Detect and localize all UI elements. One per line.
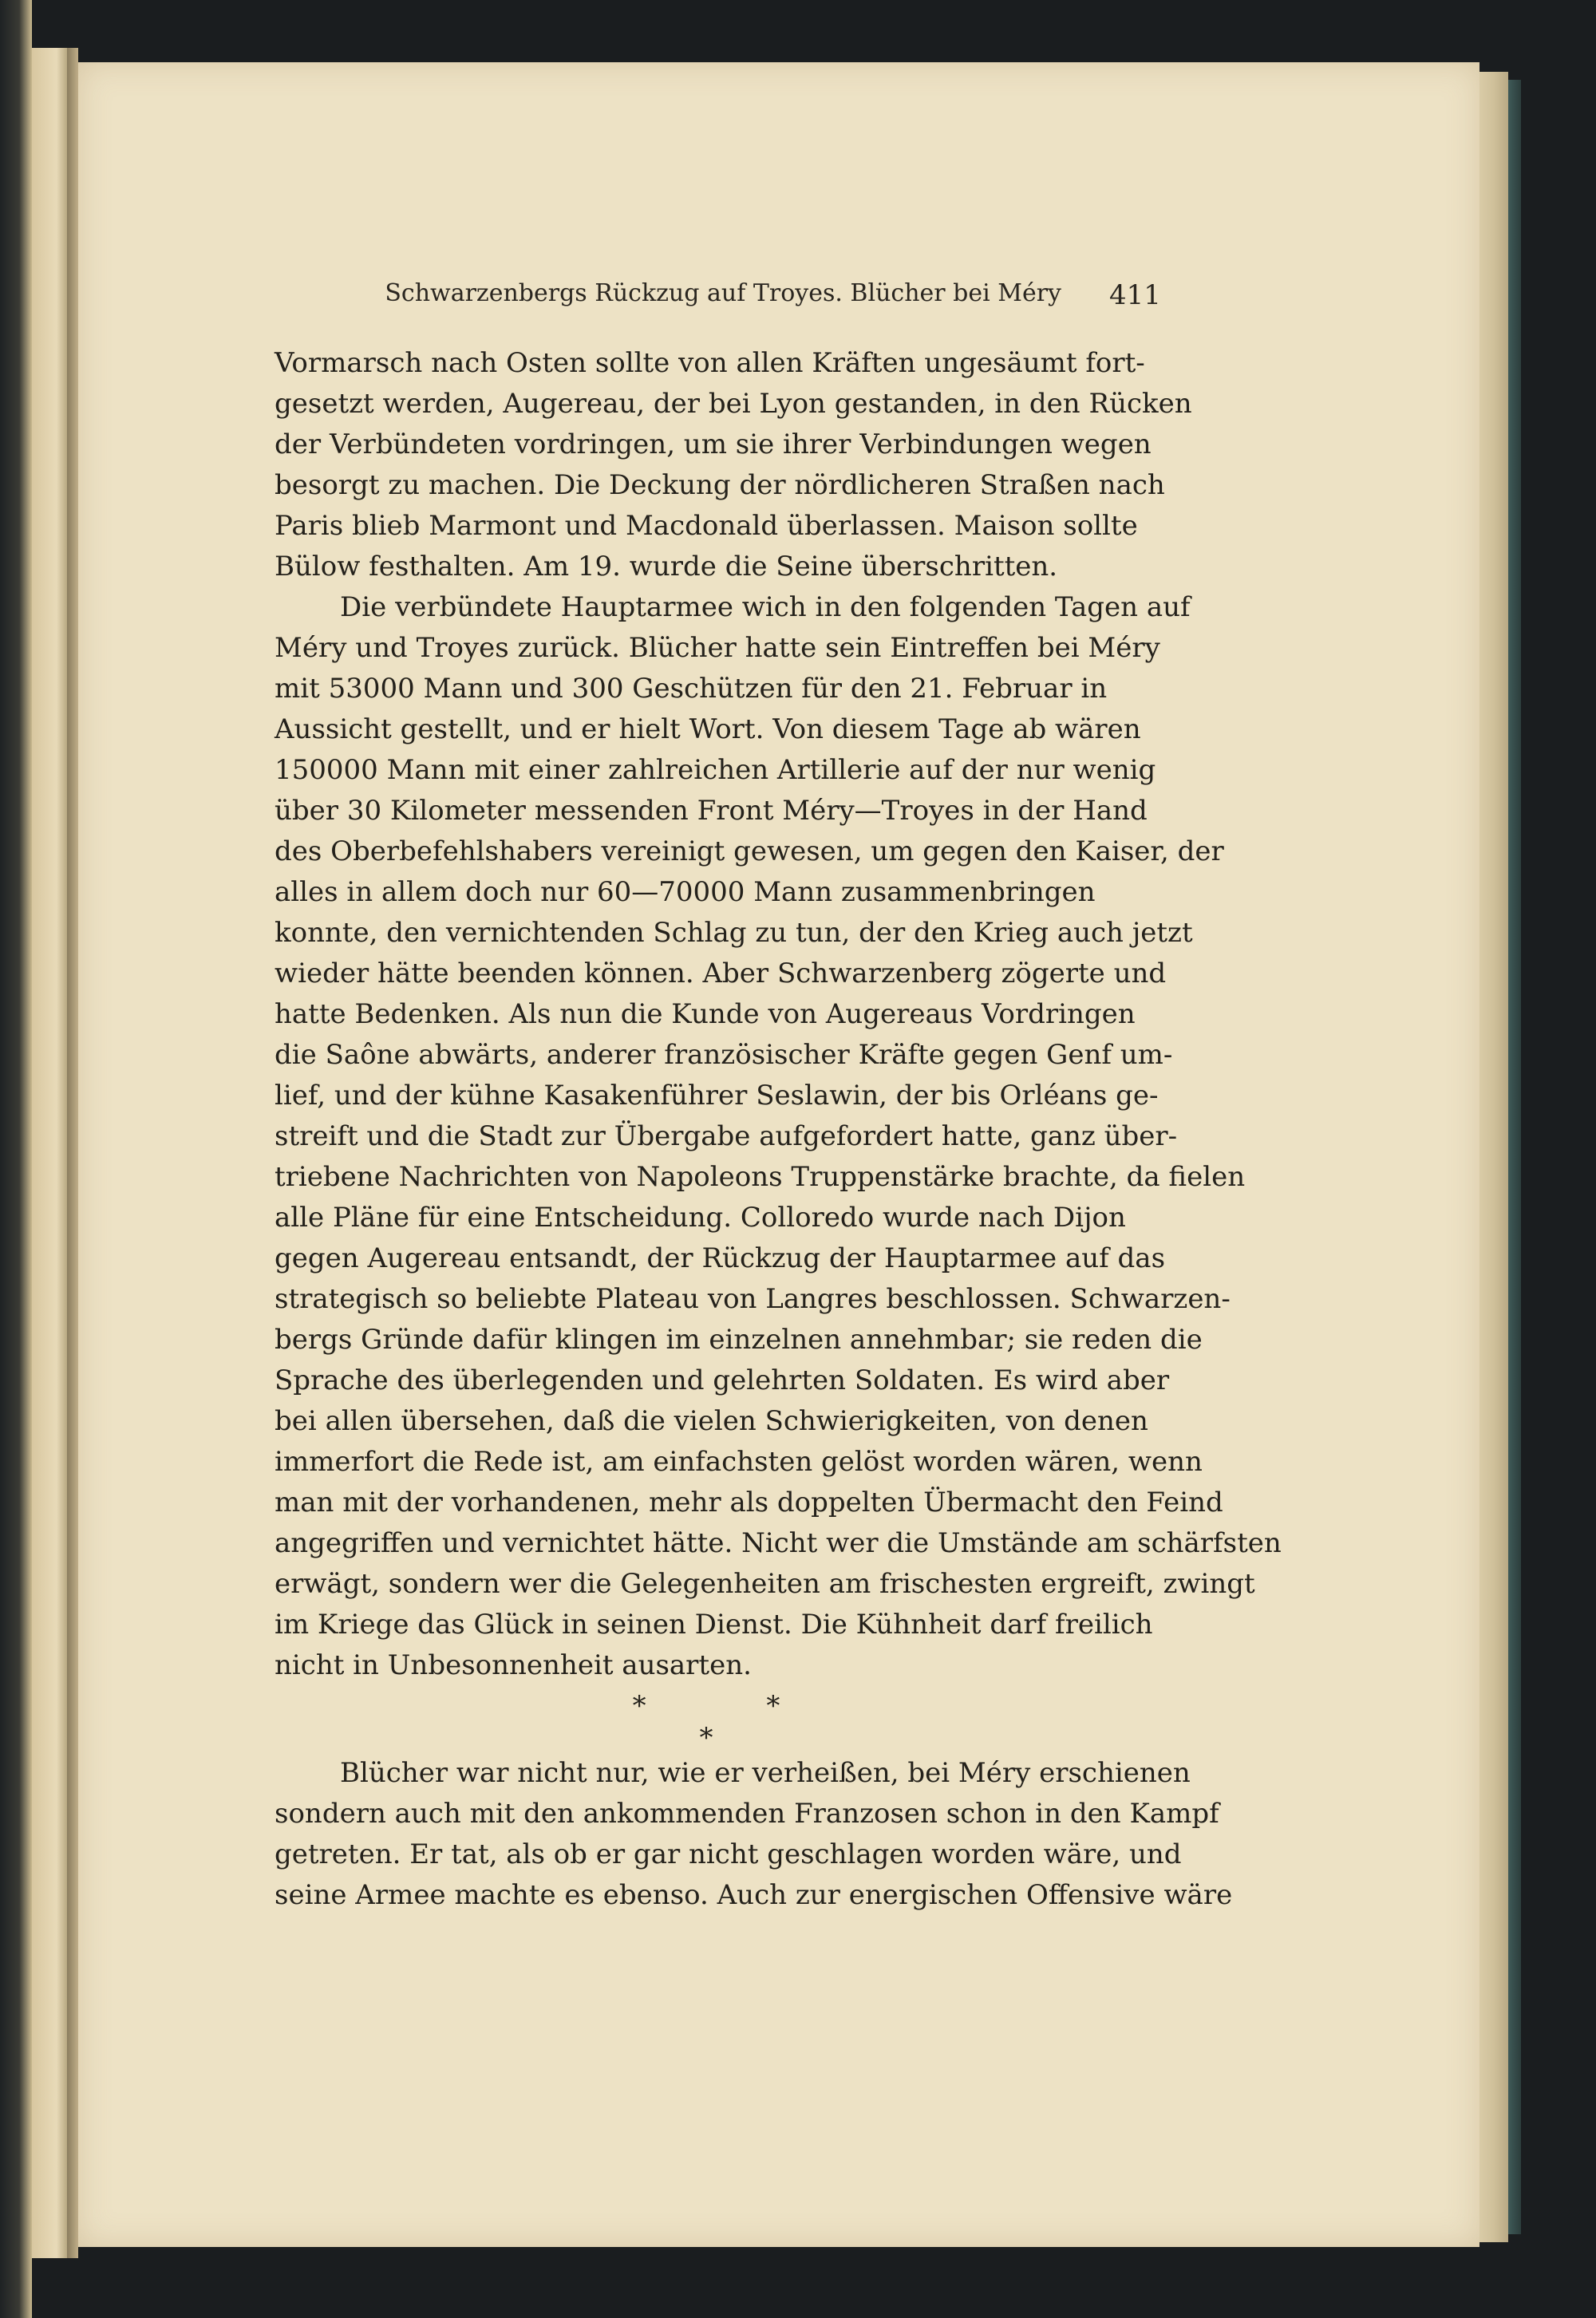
text-line: seine Armee machte es ebenso. Auch zur energischen Offensive wäre <box>275 1879 1233 1911</box>
text-line: lief, und der kühne Kasakenführer Seslawin, der bis Orléans ge- <box>275 1080 1159 1112</box>
text-line: angegriffen und vernichtet hätte. Nicht wer die Umstände am schärfsten <box>275 1527 1282 1559</box>
section-separator: * * * <box>632 1690 836 1754</box>
body-text <box>275 343 1282 1686</box>
text-line: Sprache des überlegenden und gelehrten Soldaten. Es wird aber <box>275 1364 1170 1396</box>
body-text-continued <box>275 1753 1233 1916</box>
text-line: im Kriege das Glück in seinen Dienst. Die Kühnheit darf freilich <box>275 1609 1153 1641</box>
text-line: alles in allem doch nur 60—70000 Mann zusammenbringen <box>275 876 1096 908</box>
text-line: triebene Nachrichten von Napoleons Truppenstärke brachte, da fielen <box>275 1161 1246 1193</box>
text-line: wieder hätte beenden können. Aber Schwarzenberg zögerte und <box>275 958 1167 989</box>
text-line: gesetzt werden, Augereau, der bei Lyon gestanden, in den Rücken <box>275 388 1192 420</box>
text-line: streift und die Stadt zur Übergabe aufgefordert hatte, ganz über- <box>275 1120 1178 1152</box>
text-line: Vormarsch nach Osten sollte von allen Kräften ungesäumt fort- <box>275 347 1145 379</box>
running-title: Schwarzenbergs Rückzug auf Troyes. Blücher bei Méry <box>385 279 1061 307</box>
text-line: sondern auch mit den ankommenden Franzosen schon in den Kampf <box>275 1798 1219 1830</box>
text-line: konnte, den vernichtenden Schlag zu tun, der den Krieg auch jetzt <box>275 917 1193 949</box>
text-line: strategisch so beliebte Plateau von Langres beschlossen. Schwarzen- <box>275 1283 1231 1315</box>
text-line: Bülow festhalten. Am 19. wurde die Seine überschritten. <box>275 551 1058 582</box>
text-line: des Oberbefehlshabers vereinigt gewesen, um gegen den Kaiser, der <box>275 835 1224 867</box>
text-line: über 30 Kilometer messenden Front Méry—Troyes in der Hand <box>275 795 1148 827</box>
paragraph-1 <box>275 343 1192 587</box>
book-cover-edge <box>1508 80 1521 2234</box>
book-spine-shadow <box>0 0 32 2318</box>
text-line: gegen Augereau entsandt, der Rückzug der Hauptarmee auf das <box>275 1242 1166 1274</box>
text-line: hatte Bedenken. Als nun die Kunde von Augereaus Vordringen <box>275 998 1136 1030</box>
page-number: 411 <box>1109 279 1161 311</box>
text-line: Aussicht gestellt, und er hielt Wort. Von diesem Tage ab wären <box>275 713 1141 745</box>
text-line: immerfort die Rede ist, am einfachsten gelöst worden wären, wenn <box>275 1446 1203 1478</box>
running-head <box>377 279 1165 307</box>
left-page-edge <box>32 48 67 2258</box>
text-line: bei allen übersehen, daß die vielen Schwierigkeiten, von denen <box>275 1405 1148 1437</box>
paragraph-2 <box>275 587 1282 1686</box>
text-line: man mit der vorhandenen, mehr als doppelten Übermacht den Feind <box>275 1487 1223 1518</box>
paragraph-3 <box>275 1753 1233 1916</box>
text-line: alle Pläne für eine Entscheidung. Colloredo wurde nach Dijon <box>275 1202 1126 1234</box>
text-line: erwägt, sondern wer die Gelegenheiten am frischesten ergreift, zwingt <box>275 1568 1255 1600</box>
book-gutter <box>67 48 78 2258</box>
text-line: Die verbündete Hauptarmee wich in den folgenden Tagen auf <box>340 591 1191 623</box>
text-line: nicht in Unbesonnenheit ausarten. <box>275 1649 752 1681</box>
text-line: mit 53000 Mann und 300 Geschützen für den 21. Februar in <box>275 673 1108 705</box>
text-line: Méry und Troyes zurück. Blücher hatte sein Eintreffen bei Méry <box>275 632 1160 664</box>
text-line: die Saône abwärts, anderer französischer Kräfte gegen Genf um- <box>275 1039 1173 1071</box>
text-line: besorgt zu machen. Die Deckung der nördlicheren Straßen nach <box>275 469 1165 501</box>
text-line: Blücher war nicht nur, wie er verheißen, bei Méry erschienen <box>340 1757 1191 1789</box>
page-stack-edge <box>1479 72 1508 2242</box>
text-line: 150000 Mann mit einer zahlreichen Artillerie auf der nur wenig <box>275 754 1156 786</box>
text-line: bergs Gründe dafür klingen im einzelnen annehmbar; sie reden die <box>275 1324 1203 1356</box>
text-line: der Verbündeten vordringen, um sie ihrer Verbindungen wegen <box>275 428 1152 460</box>
text-line: Paris blieb Marmont und Macdonald überlassen. Maison sollte <box>275 510 1138 542</box>
text-line: getreten. Er tat, als ob er gar nicht geschlagen worden wäre, und <box>275 1838 1182 1870</box>
